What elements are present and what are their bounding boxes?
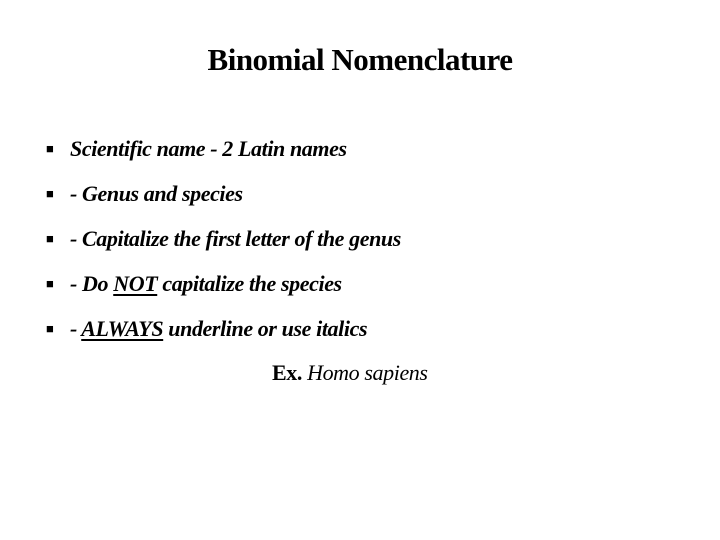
slide-title: Binomial Nomenclature xyxy=(207,42,513,77)
bullet-item xyxy=(46,177,401,211)
square-bullet-icon: ■ xyxy=(46,276,54,291)
bullet-prefix: - xyxy=(70,316,82,341)
example-label: Ex. xyxy=(272,360,302,385)
square-bullet-icon: ■ xyxy=(46,321,54,336)
bullet-text: - Capitalize the first letter of the genus xyxy=(70,226,401,251)
bullet-list xyxy=(46,132,401,357)
bullet-item xyxy=(46,132,401,166)
example-line xyxy=(272,360,428,386)
square-bullet-icon: ■ xyxy=(46,231,54,246)
square-bullet-icon: ■ xyxy=(46,186,54,201)
bullet-text: - Genus and species xyxy=(70,181,243,206)
bullet-text xyxy=(70,271,342,297)
underlined-word: ALWAYS xyxy=(81,316,164,341)
bullet-item xyxy=(46,312,401,346)
bullet-suffix: capitalize the species xyxy=(157,271,342,296)
bullet-prefix: - Do xyxy=(70,271,114,296)
bullet-item xyxy=(46,267,401,301)
bullet-suffix: underline or use italics xyxy=(163,316,368,341)
bullet-text: Scientific name - 2 Latin names xyxy=(70,136,347,161)
bullet-text xyxy=(70,316,367,342)
example-species-name: Homo sapiens xyxy=(307,360,428,385)
underlined-word: NOT xyxy=(113,271,158,296)
bullet-item xyxy=(46,222,401,256)
square-bullet-icon: ■ xyxy=(46,141,54,156)
